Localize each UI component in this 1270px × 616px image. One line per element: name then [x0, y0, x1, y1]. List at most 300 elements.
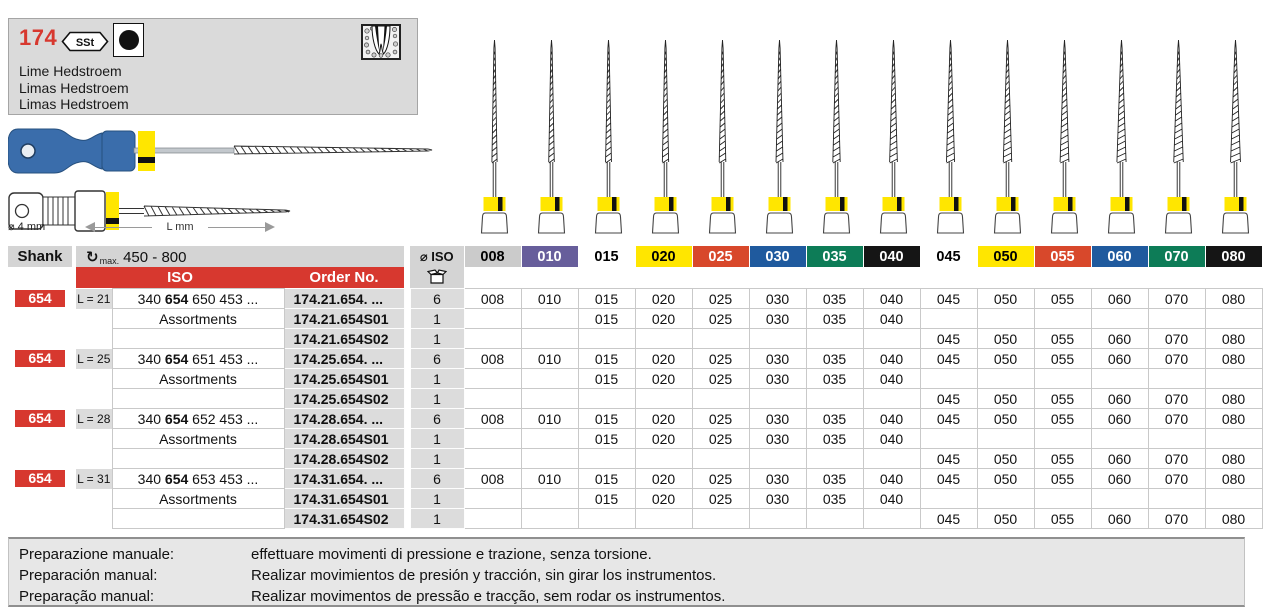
size-cell: [977, 369, 1034, 389]
iso-code-cell: 340 654 650 453 ...: [112, 289, 284, 309]
size-cell: [521, 429, 578, 449]
file-handle-outline: [653, 213, 679, 233]
table-row: [8, 469, 1262, 489]
length-cell: [76, 369, 112, 389]
stop-band-stripe: [669, 197, 674, 211]
file-handle-outline: [1166, 213, 1192, 233]
size-cell: [464, 309, 521, 329]
product-name-line: Limas Hedstroem: [19, 79, 129, 96]
iso-code-cell: [112, 449, 284, 469]
shank-cell: [8, 309, 72, 329]
file-handle-outline: [596, 213, 622, 233]
qty-cell: 1: [410, 509, 464, 529]
size-cell: [521, 489, 578, 509]
size-cell: [977, 429, 1034, 449]
file-illustration: [767, 40, 793, 233]
length-cell: [76, 509, 112, 529]
size-cell: 040: [863, 489, 920, 509]
table-row: [8, 289, 1262, 309]
shank-cell: [8, 509, 72, 529]
qty-cell: 1: [410, 309, 464, 329]
file-handle-outline: [539, 213, 565, 233]
diameter-iso-header: ⌀ ISO: [410, 246, 464, 267]
size-cell: 070: [1148, 409, 1205, 429]
size-cell: [464, 429, 521, 449]
size-cell: 020: [635, 469, 692, 489]
file-illustration: [482, 40, 508, 233]
size-cell: [464, 329, 521, 349]
order-no-cell: 174.31.654S01: [284, 489, 404, 509]
size-cell: [521, 329, 578, 349]
size-cell: [977, 309, 1034, 329]
size-cell: 060: [1091, 349, 1148, 369]
size-cell: 040: [863, 289, 920, 309]
note-text: effettuare movimenti di pressione e trazione, senza torsione.: [251, 546, 652, 563]
shank-cell: [8, 289, 72, 309]
size-cell: 080: [1205, 389, 1262, 409]
size-cell: [521, 389, 578, 409]
size-cell: [464, 449, 521, 469]
order-no-cell: 174.25.654S02: [284, 389, 404, 409]
size-cell: 060: [1091, 389, 1148, 409]
size-cell: 015: [578, 429, 635, 449]
shank-cell: [8, 449, 72, 469]
size-cell: [1034, 369, 1091, 389]
size-cell: [806, 509, 863, 529]
size-cell: 030: [749, 369, 806, 389]
size-cell: 020: [635, 369, 692, 389]
size-cell: [578, 389, 635, 409]
size-cell: 025: [692, 289, 749, 309]
size-cell: [1148, 369, 1205, 389]
stop-band-stripe: [498, 197, 503, 211]
size-cell: 055: [1034, 509, 1091, 529]
size-cell: [464, 389, 521, 409]
size-cell: 080: [1205, 289, 1262, 309]
product-name-line: Limas Hedstroem: [19, 96, 129, 112]
size-cell: 050: [977, 289, 1034, 309]
length-cell: [76, 429, 112, 449]
preparation-note-row: [19, 586, 1244, 607]
table-row: [8, 389, 1262, 409]
file-handle-outline: [482, 213, 508, 233]
material-badge-label: SSt: [75, 37, 95, 49]
table-row: [8, 409, 1262, 429]
iso-column-header: ISO: [76, 267, 284, 289]
qty-cell: 1: [410, 369, 464, 389]
length-cell: L = 31: [76, 469, 112, 489]
size-cell: 040: [863, 349, 920, 369]
size-cell: 015: [578, 289, 635, 309]
size-cell: 025: [692, 309, 749, 329]
size-cell: 045: [920, 509, 977, 529]
size-cell: 050: [977, 349, 1034, 369]
size-cell: 020: [635, 489, 692, 509]
size-cell: 070: [1148, 449, 1205, 469]
size-cell: 035: [806, 409, 863, 429]
size-cell: 030: [749, 469, 806, 489]
table-row: [8, 509, 1262, 529]
shank-badge: 654: [15, 350, 65, 367]
size-cell: [635, 329, 692, 349]
size-cell: 008: [464, 289, 521, 309]
qty-cell: 6: [410, 349, 464, 369]
length-cell: L = 21: [76, 289, 112, 309]
size-cell: 050: [977, 509, 1034, 529]
size-cell: [749, 449, 806, 469]
size-cell: [920, 309, 977, 329]
size-cell: 040: [863, 409, 920, 429]
assortments-cell: Assortments: [112, 309, 284, 329]
size-cell: [464, 509, 521, 529]
order-no-cell: 174.28.654S02: [284, 449, 404, 469]
size-cell: 070: [1148, 349, 1205, 369]
size-cell: 045: [920, 389, 977, 409]
size-cell: 020: [635, 309, 692, 329]
length-cell: [76, 329, 112, 349]
assortments-cell: Assortments: [112, 489, 284, 509]
size-column-header: 008: [464, 246, 521, 267]
size-cell: 008: [464, 469, 521, 489]
order-column-header: Order No.: [284, 267, 404, 289]
shank-badge: 654: [15, 410, 65, 427]
size-cell: 055: [1034, 349, 1091, 369]
size-cell: 015: [578, 309, 635, 329]
file-handle-outline: [938, 213, 964, 233]
size-cell: 030: [749, 409, 806, 429]
size-cell: 055: [1034, 329, 1091, 349]
stop-band-stripe: [726, 197, 731, 211]
size-column-header: 055: [1034, 246, 1091, 267]
size-column-header: 010: [521, 246, 578, 267]
stop-band-stripe: [1125, 197, 1130, 211]
iso-code-cell: [112, 389, 284, 409]
size-cell: 015: [578, 349, 635, 369]
iso-code-cell: [112, 329, 284, 349]
preparation-note-row: [19, 565, 1244, 586]
size-cell: 025: [692, 489, 749, 509]
size-cell: 070: [1148, 389, 1205, 409]
size-cell: 060: [1091, 509, 1148, 529]
size-cell: [521, 449, 578, 469]
file-handle-outline: [995, 213, 1021, 233]
table-header-row: [8, 246, 1262, 267]
file-illustration: [824, 40, 850, 233]
size-cell: [692, 329, 749, 349]
stop-band-stripe: [1068, 197, 1073, 211]
qty-cell: 6: [410, 469, 464, 489]
size-cell: [635, 449, 692, 469]
shank-cell: [8, 349, 72, 369]
package-qty-header: [410, 267, 464, 289]
table-row: [8, 429, 1262, 449]
file-handle-outline: [881, 213, 907, 233]
size-column-header: 025: [692, 246, 749, 267]
size-cell: [1205, 429, 1262, 449]
size-cell: [863, 449, 920, 469]
size-cell: [863, 509, 920, 529]
qty-cell: 1: [410, 389, 464, 409]
order-table: [8, 246, 1263, 529]
size-cell: 015: [578, 369, 635, 389]
product-name-line: Lime Hedstroem: [19, 63, 122, 79]
size-cell: [1091, 309, 1148, 329]
size-cell: [920, 429, 977, 449]
size-cell: 010: [521, 289, 578, 309]
size-cell: 080: [1205, 409, 1262, 429]
order-no-cell: 174.28.654. ...: [284, 409, 404, 429]
size-cell: 070: [1148, 329, 1205, 349]
size-cell: [578, 329, 635, 349]
size-cell: 035: [806, 349, 863, 369]
size-cell: 055: [1034, 469, 1091, 489]
size-cell: [920, 489, 977, 509]
size-cell: [1148, 489, 1205, 509]
size-cell: [749, 509, 806, 529]
stop-band-stripe: [1182, 197, 1187, 211]
size-cell: [521, 369, 578, 389]
qty-cell: 6: [410, 289, 464, 309]
file-handle-outline: [710, 213, 736, 233]
size-cell: [521, 309, 578, 329]
stop-band-stripe: [612, 197, 617, 211]
qty-cell: 1: [410, 449, 464, 469]
size-cell: 025: [692, 349, 749, 369]
size-cell: 010: [521, 349, 578, 369]
size-cell: [1148, 429, 1205, 449]
iso-code-cell: [112, 509, 284, 529]
file-handle-outline: [1109, 213, 1135, 233]
size-cell: [749, 389, 806, 409]
speed-cell: [76, 246, 404, 267]
size-cell: 030: [749, 289, 806, 309]
size-cell: 035: [806, 289, 863, 309]
size-cell: [1034, 309, 1091, 329]
qty-cell: 1: [410, 429, 464, 449]
size-cell: [692, 389, 749, 409]
file-size-illustrations: [0, 38, 1270, 238]
length-cell: L = 28: [76, 409, 112, 429]
file-illustration: [596, 40, 622, 233]
size-cell: 055: [1034, 409, 1091, 429]
order-no-cell: 174.25.654S01: [284, 369, 404, 389]
assortments-cell: Assortments: [112, 429, 284, 449]
qty-cell: 1: [410, 329, 464, 349]
size-cell: [1034, 429, 1091, 449]
size-cell: 080: [1205, 509, 1262, 529]
size-cell: 045: [920, 449, 977, 469]
size-cell: 080: [1205, 449, 1262, 469]
file-handle-outline: [1052, 213, 1078, 233]
size-column-header: 030: [749, 246, 806, 267]
size-cell: [920, 369, 977, 389]
speed-range: 450 - 800: [123, 248, 187, 266]
shank-badge: 654: [15, 290, 65, 307]
size-cell: 045: [920, 329, 977, 349]
order-no-cell: 174.21.654S02: [284, 329, 404, 349]
size-cell: [806, 389, 863, 409]
length-cell: L = 25: [76, 349, 112, 369]
size-cell: [749, 329, 806, 349]
size-cell: 040: [863, 369, 920, 389]
size-cell: 025: [692, 409, 749, 429]
table-subheader-row: [8, 267, 1262, 289]
size-cell: [977, 489, 1034, 509]
size-cell: 025: [692, 369, 749, 389]
stop-band-stripe: [555, 197, 560, 211]
size-cell: [692, 449, 749, 469]
file-illustration: [1223, 40, 1249, 233]
file-illustration: [1109, 40, 1135, 233]
qty-cell: 6: [410, 409, 464, 429]
size-cell: [1091, 429, 1148, 449]
size-cell: [464, 369, 521, 389]
length-label: L mm: [166, 221, 194, 233]
size-column-header: 050: [977, 246, 1034, 267]
size-cell: 030: [749, 429, 806, 449]
file-illustration: [1052, 40, 1078, 233]
order-no-cell: 174.31.654. ...: [284, 469, 404, 489]
package-icon: [427, 268, 447, 285]
note-label: Preparación manual:: [19, 567, 158, 584]
size-cell: 055: [1034, 289, 1091, 309]
size-cell: [863, 389, 920, 409]
size-cell: 080: [1205, 349, 1262, 369]
speed-max-label: max.: [99, 255, 120, 266]
table-row: [8, 449, 1262, 469]
shank-cell: [8, 469, 72, 489]
size-cell: 035: [806, 489, 863, 509]
file-illustration: [995, 40, 1021, 233]
size-cell: 035: [806, 469, 863, 489]
size-cell: 015: [578, 489, 635, 509]
size-cell: 055: [1034, 389, 1091, 409]
table-row: [8, 349, 1262, 369]
size-cell: 060: [1091, 289, 1148, 309]
size-cell: 050: [977, 469, 1034, 489]
shank-cell: [8, 429, 72, 449]
size-cell: 025: [692, 469, 749, 489]
rotation-icon: ↻: [86, 248, 99, 266]
size-cell: 020: [635, 409, 692, 429]
note-label: Preparação manual:: [19, 588, 155, 605]
preparation-note-row: [19, 544, 1244, 565]
shank-badge: 654: [15, 470, 65, 487]
size-cell: [1091, 369, 1148, 389]
preparation-notes: [8, 537, 1245, 607]
size-column-header: 045: [920, 246, 977, 267]
size-cell: [1205, 489, 1262, 509]
file-handle-outline: [767, 213, 793, 233]
size-cell: [578, 449, 635, 469]
size-column-header: 015: [578, 246, 635, 267]
stop-band-stripe: [897, 197, 902, 211]
order-no-cell: 174.21.654. ...: [284, 289, 404, 309]
stop-band-stripe: [840, 197, 845, 211]
size-cell: 070: [1148, 509, 1205, 529]
size-cell: [1034, 489, 1091, 509]
size-cell: 045: [920, 349, 977, 369]
diameter-label: ⌀ 4 mm: [8, 221, 46, 233]
iso-code-cell: 340 654 651 453 ...: [112, 349, 284, 369]
size-column-header: 040: [863, 246, 920, 267]
shank-cell: [8, 489, 72, 509]
table-row: [8, 369, 1262, 389]
file-illustration: [881, 40, 907, 233]
size-cell: 025: [692, 429, 749, 449]
shank-cell: [8, 389, 72, 409]
size-cell: [863, 329, 920, 349]
size-cell: 050: [977, 329, 1034, 349]
size-cell: 008: [464, 349, 521, 369]
shank-cell: [8, 369, 72, 389]
size-cell: 015: [578, 409, 635, 429]
shank-cell: [8, 329, 72, 349]
size-cell: 060: [1091, 449, 1148, 469]
note-text: Realizar movimientos de presión y tracción, sin girar los instrumentos.: [251, 567, 717, 584]
file-handle-outline: [824, 213, 850, 233]
size-cell: 045: [920, 469, 977, 489]
size-cell: [635, 389, 692, 409]
size-cell: [1205, 309, 1262, 329]
size-cell: 010: [521, 409, 578, 429]
size-cell: 070: [1148, 289, 1205, 309]
size-cell: 020: [635, 429, 692, 449]
size-cell: [464, 489, 521, 509]
order-no-cell: 174.28.654S01: [284, 429, 404, 449]
file-illustration: [653, 40, 679, 233]
size-cell: 055: [1034, 449, 1091, 469]
assortments-cell: Assortments: [112, 369, 284, 389]
qty-cell: 1: [410, 489, 464, 509]
stop-band-stripe: [1011, 197, 1016, 211]
stop-band-stripe: [783, 197, 788, 211]
size-cell: 030: [749, 349, 806, 369]
size-column-header: 020: [635, 246, 692, 267]
shank-cell: [8, 409, 72, 429]
product-code: 174: [19, 25, 58, 50]
size-column-header: 035: [806, 246, 863, 267]
size-cell: [635, 509, 692, 529]
size-cell: [806, 329, 863, 349]
file-illustration: [938, 40, 964, 233]
size-cell: 020: [635, 289, 692, 309]
table-row: [8, 309, 1262, 329]
order-no-cell: 174.21.654S01: [284, 309, 404, 329]
size-cell: 080: [1205, 469, 1262, 489]
size-cell: [1091, 489, 1148, 509]
size-cell: 035: [806, 429, 863, 449]
size-cell: [692, 509, 749, 529]
size-cell: 035: [806, 309, 863, 329]
order-no-cell: 174.25.654. ...: [284, 349, 404, 369]
size-cell: 070: [1148, 469, 1205, 489]
iso-code-cell: 340 654 652 453 ...: [112, 409, 284, 429]
length-cell: [76, 309, 112, 329]
size-cell: 030: [749, 489, 806, 509]
size-cell: 050: [977, 389, 1034, 409]
size-cell: 040: [863, 469, 920, 489]
size-cell: 040: [863, 309, 920, 329]
size-cell: [1148, 309, 1205, 329]
size-cell: [806, 449, 863, 469]
size-cell: 008: [464, 409, 521, 429]
file-illustration: [710, 40, 736, 233]
stop-band-stripe: [1239, 197, 1244, 211]
size-cell: 050: [977, 449, 1034, 469]
size-cell: 045: [920, 289, 977, 309]
size-column-header: 070: [1148, 246, 1205, 267]
